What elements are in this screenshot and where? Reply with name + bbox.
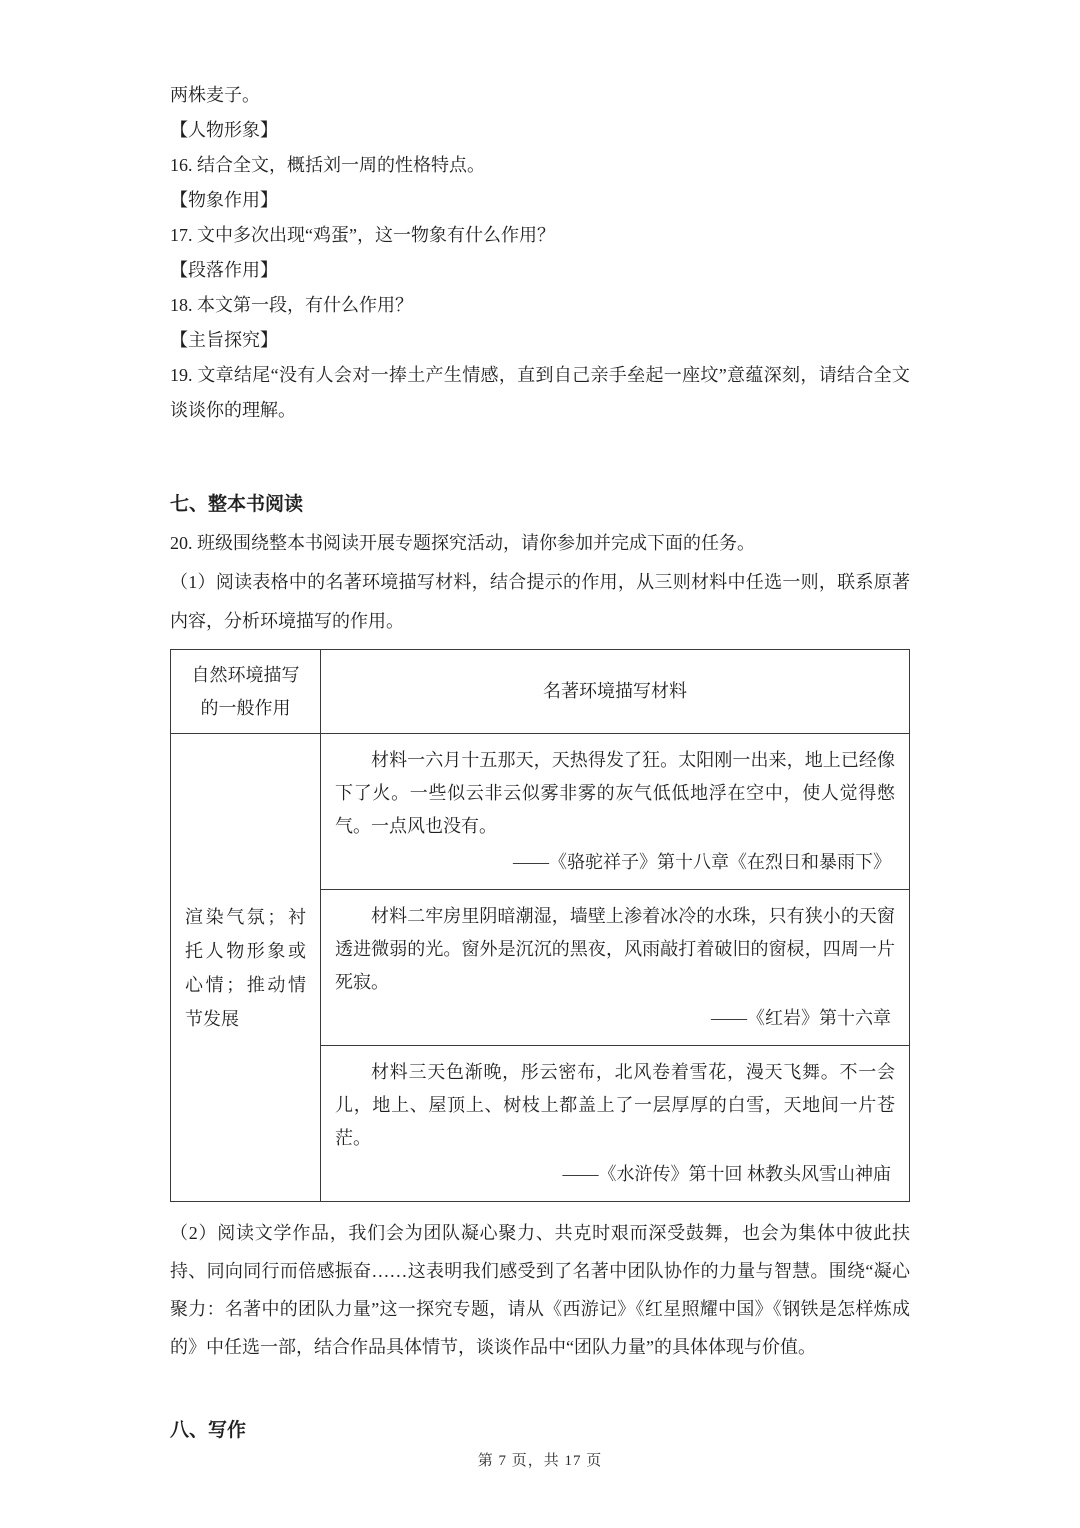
material-1-text: 材料一六月十五那天，天热得发了狂。太阳刚一出来，地上已经像下了火。一些似云非云似雾非雾的灰气低低地浮在空中，使人觉得憋气。一点风也没有。: [335, 750, 895, 836]
question-19: 19. 文章结尾“没有人会对一捧土产生情感，直到自己亲手垒起一座坟”意蕴深刻，请结合全文谈谈你的理解。: [170, 365, 910, 420]
question-block: [170, 78, 910, 428]
tag-theme-exploration: 【主旨探究】: [170, 330, 278, 350]
tag-paragraph-role: 【段落作用】: [170, 260, 278, 280]
material-3-cell: [321, 1046, 910, 1202]
material-2-text: 材料二牢房里阴暗潮湿，墙壁上渗着冰冷的水珠，只有狭小的天窗透进微弱的光。窗外是沉沉的黑夜，风雨敲打着破旧的窗棂，四周一片死寂。: [335, 906, 895, 992]
question-17: 17. 文中多次出现“鸡蛋”，这一物象有什么作用？: [170, 225, 555, 245]
section-heading-writing: 八、写作: [170, 1420, 247, 1441]
table-header-row: [171, 650, 910, 734]
material-2-cell: [321, 890, 910, 1046]
section-heading-whole-book-reading: 七、整本书阅读: [170, 494, 304, 515]
table-header-materials: 名著环境描写材料: [321, 650, 910, 734]
material-1-cell: [321, 734, 910, 890]
table-row: [171, 734, 910, 890]
material-2-source: ——《红岩》第十六章: [711, 1008, 891, 1028]
question-20-part2: （2）阅读文学作品，我们会为团队凝心聚力、共克时艰而深受鼓舞，也会为集体中彼此扶持、同向同行而倍感振奋……这表明我们感受到了名著中团队协作的力量与智慧。围绕“凝心聚力：名著中的团队力量”这一探究专题，请从《西游记》《红星照耀中国》《钢铁是怎样炼成的》中任选一部，结合作品具体情节，谈谈作品中“团队力量”的具体体现与价值。: [170, 1223, 910, 1357]
material-1-source: ——《骆驼祥子》第十八章《在烈日和暴雨下》: [513, 852, 891, 872]
tag-object-role: 【物象作用】: [170, 190, 278, 210]
material-3-text: 材料三天色渐晚，彤云密布，北风卷着雪花，漫天飞舞。不一会儿，地上、屋顶上、树枝上都盖上了一层厚厚的白雪，天地间一片苍茫。: [335, 1062, 895, 1148]
material-3-source: ——《水浒传》第十回 林教头风雪山神庙: [562, 1164, 891, 1184]
question-20-stem: 20. 班级围绕整本书阅读开展专题探究活动，请你参加并完成下面的任务。: [170, 533, 755, 553]
question-20-part1: （1）阅读表格中的名著环境描写材料，结合提示的作用，从三则材料中任选一则，联系原著内容，分析环境描写的作用。: [170, 572, 910, 631]
paragraph-fragment: 两株麦子。: [170, 85, 260, 105]
question-18: 18. 本文第一段，有什么作用？: [170, 295, 413, 315]
role-description-cell: 渲染气氛；衬托人物形象或心情；推动情节发展: [171, 734, 321, 1202]
materials-table: [170, 649, 910, 1202]
tag-character-image: 【人物形象】: [170, 120, 278, 140]
page-number: 第 7 页，共 17 页: [477, 1453, 603, 1469]
table-header-role: 自然环境描写的一般作用: [171, 650, 321, 734]
question-16: 16. 结合全文，概括刘一周的性格特点。: [170, 155, 485, 175]
